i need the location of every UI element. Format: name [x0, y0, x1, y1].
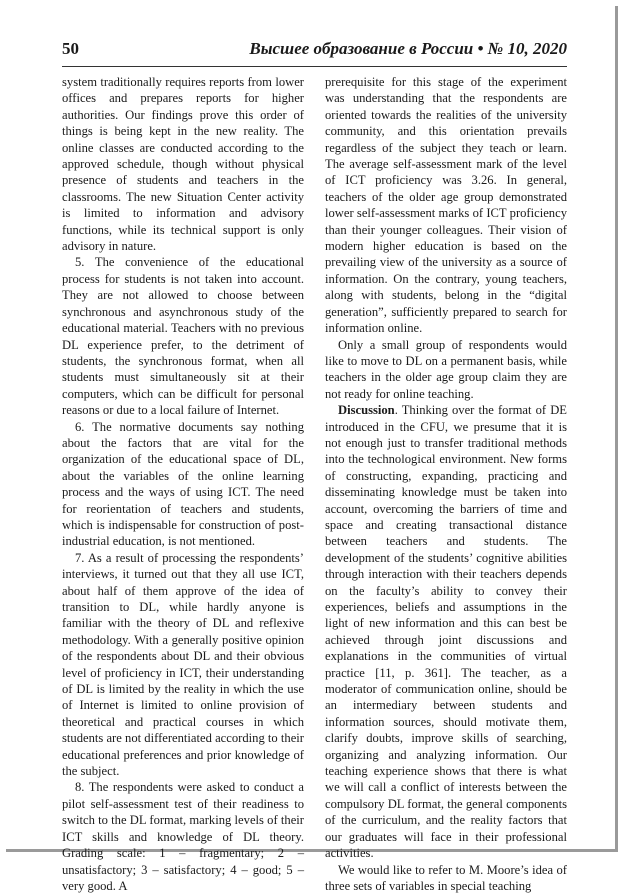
paragraph-continuation: system traditionally requires reports from lower offices and prepares reports for higher authorities. Our findings prove this order of things is being kept in the new reality. The online classes are conducted according to the approved schedule, though without physical presence of students and teachers in the classrooms. The new Situation Center activity is limited to information and advisory functions, while its technical support is only advisory in nature.: [62, 74, 304, 254]
page-number: 50: [62, 38, 79, 60]
paragraph-point-6: 6. The normative documents say nothing about the factors that are vital for the organization of the educational space of DL, about the variables of the online learning process and the ways of using ICT. The need for reorientation of teachers and students, which is indispensable for construction of post-industrial education, is not mentioned.: [62, 419, 304, 550]
discussion-text: . Thinking over the format of DE introduced in the CFU, we presume that it is not enough just to transfer traditional methods into the technological environment. New forms of constructing, expanding, practicing and disseminating knowledge must be taken into account, overcoming the barriers of time and space and creating transactional distance between teachers and students. The development of the students’ cognitive abilities through interaction with their teachers depends on the faculty’s ability to convey their experiences, beliefs and assumptions in the light of new information and this can best be achieved through joint discussions and explanations in the communities of virtual practice [11, p. 361]. The teacher, as a moderator of communication online, should be an intermediary between students and information sources, should motivate them, clarify doubts, improve skills of searching, organizing and analyzing information. Our teaching experience shows that there is what we will call a conflict of interests between the compulsory DL format, the general components of the curriculum, and the reality factors that our graduates will face in their professional activities.: [325, 403, 567, 860]
left-column: [62, 74, 304, 894]
right-column: [325, 74, 567, 894]
paragraph-continuation-right: prerequisite for this stage of the experiment was understanding that the respondents are oriented towards the realities of the university community, and this orientation prevails regardless of the subject they teach or learn. The average self-assessment mark of the level of ICT proficiency was 3.26. In general, teachers of the older age group demonstrated lower self-assessment marks of ICT proficiency than their younger colleagues. Their vision of modern higher education is based on the prevailing view of the university as a source of information. On the contrary, young teachers, along with students, belong in the “digital generation”, sufficiently prepared to search for information online.: [325, 74, 567, 337]
paragraph-small-group: Only a small group of respondents would like to move to DL on a permanent basis, while teachers in the older age group claim they are not ready for online teaching.: [325, 337, 567, 403]
paragraph-discussion: [325, 402, 567, 861]
discussion-heading: Discussion: [338, 403, 395, 417]
paragraph-point-7: 7. As a result of processing the respondents’ interviews, it turned out that they all use ICT, about half of them approve of the idea of transition to DL, while hardly anyone is familiar with the theory of DL and reflexive methodology. With a generally positive opinion of the respondents about DL and their obvious level of proficiency in ICT, their understanding of DL is limited by the reality in which the use of Internet is limited to online provision of theoretical and practical courses in which students are not differentiated according to their educational preferences and prior knowledge of the subject.: [62, 550, 304, 780]
page-header: [62, 38, 567, 62]
journal-title: Высшее образование в России • № 10, 2020: [249, 38, 567, 60]
paragraph-point-5: 5. The convenience of the educational process for students is not taken into account. They are not allowed to choose between synchronous and asynchronous study of the educational material. Teachers with no previous DL experience prefer, to the detriment of students, the synchronous format, when all students must simultaneously sit at their computers, which can be difficult for personal reasons or due to a local failure of Internet.: [62, 254, 304, 418]
paragraph-point-8: 8. The respondents were asked to conduct a pilot self-assessment test of their readiness to switch to the DL format, marking levels of their ICT skills and knowledge of DL theory. Grading scale: 1 – fragmentary; 2 – unsatisfactory; 3 – satisfactory; 4 – good; 5 – very good. A: [62, 779, 304, 894]
header-divider: [62, 66, 567, 67]
paragraph-moore: We would like to refer to M. Moore’s idea of three sets of variables in special teaching: [325, 862, 567, 894]
